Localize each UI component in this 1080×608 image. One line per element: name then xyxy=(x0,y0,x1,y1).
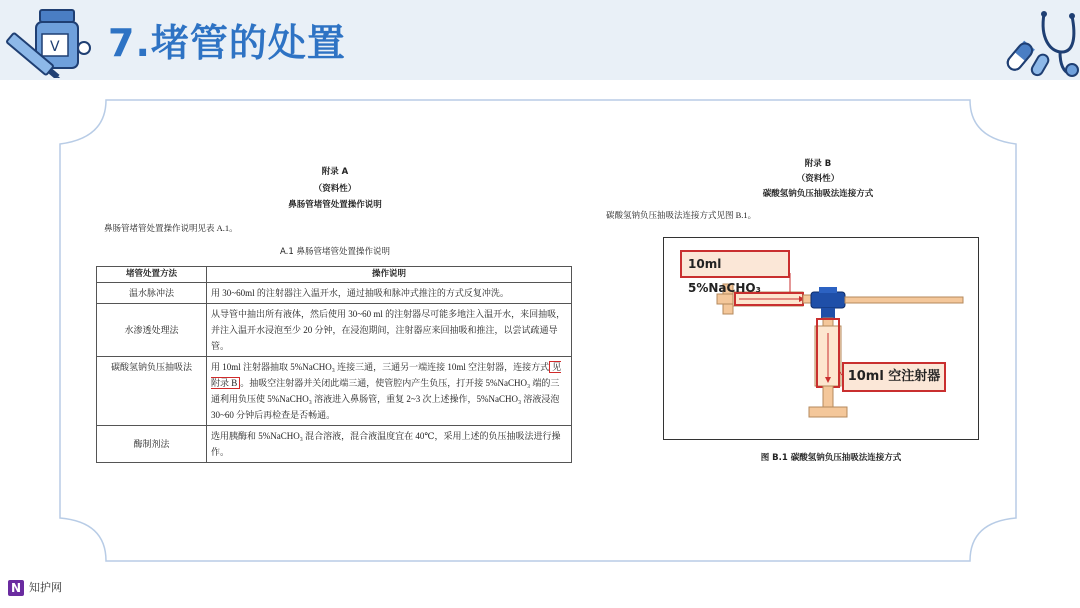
brand-name: 知护网 xyxy=(29,581,62,594)
table-caption: A.1 鼻肠管堵管处置操作说明 xyxy=(280,247,390,257)
desc-cell: 选用胰酶和 5%NaCHO₃ 混合溶液，混合液温度宜在 40℃，采用上述的负压抽吸法进行操作。 xyxy=(207,426,572,463)
appendix-a-heading: 附录 A xyxy=(321,167,349,177)
column-header-method: 堵管处置方法 xyxy=(97,267,207,283)
desc-text-a: 用 10ml 注射器抽取 5%NaCHO₃ 连接三通，三通另一端连接 10ml 空注射器，连接方式 xyxy=(211,362,550,372)
stethoscope-pills-icon xyxy=(1000,8,1080,80)
method-cell: 酶制剂法 xyxy=(97,426,207,463)
table-row xyxy=(97,304,572,357)
appendix-b-intro: 碳酸氢钠负压抽吸法连接方式见图 B.1。 xyxy=(606,210,757,220)
label-empty-syringe: 10ml 空注射器 xyxy=(842,362,946,392)
appendix-a-note: （资料性） xyxy=(313,184,357,194)
table-row xyxy=(97,426,572,463)
appendix-b-heading: 附录 B xyxy=(804,159,832,169)
appendix-b-link[interactable]: 见附录 B xyxy=(211,362,562,388)
method-cell: 碳酸氢钠负压抽吸法 xyxy=(97,357,207,426)
procedure-table xyxy=(96,266,572,463)
desc-cell xyxy=(207,357,572,426)
method-cell: 温水脉冲法 xyxy=(97,283,207,304)
appendix-b-note: （资料性） xyxy=(796,174,840,184)
desc-cell: 用 30~60ml 的注射器注入温开水，通过抽吸和脉冲式推注的方式反复冲洗。 xyxy=(207,283,572,304)
page-title: 7.堵管的处置 xyxy=(108,21,346,65)
column-header-desc: 操作说明 xyxy=(207,267,572,283)
brand-logo: N xyxy=(8,580,24,596)
method-cell: 水渗透处理法 xyxy=(97,304,207,357)
medical-bottle-syringe-icon xyxy=(0,4,100,78)
appendix-a-subtitle: 鼻肠管堵管处置操作说明 xyxy=(288,200,382,210)
table-row xyxy=(97,283,572,304)
figure-caption: 图 B.1 碳酸氢钠负压抽吸法连接方式 xyxy=(760,453,902,463)
svg-text:V: V xyxy=(50,39,60,55)
appendix-a-intro: 鼻肠管堵管处置操作说明见表 A.1。 xyxy=(104,223,238,233)
desc-cell: 从导管中抽出所有液体，然后使用 30~60 ml 的注射器尽可能多地注入温开水，来回抽吸，并注入温开水浸泡至少 20 分钟，在浸泡期间，注射器应来回抽吸和推注，以尝试疏通导管。 xyxy=(207,304,572,357)
appendix-b-subtitle: 碳酸氢钠负压抽吸法连接方式 xyxy=(762,189,874,199)
desc-text-b: 。抽吸空注射器并关闭此端三通，使管腔内产生负压，打开接 5%NaCHO₃ 端的三通利用负压使 5%NaCHO₃ 溶液进入鼻肠管，重复 2~3 次上述操作，5%NaCHO₃ 溶液浸泡 30~60 分钟后再检查是否畅通。 xyxy=(211,378,560,420)
label-nacho3-syringe: 10ml 5%NaCHO₃ xyxy=(680,250,790,278)
table-row xyxy=(97,357,572,426)
table-header-row xyxy=(97,267,572,283)
